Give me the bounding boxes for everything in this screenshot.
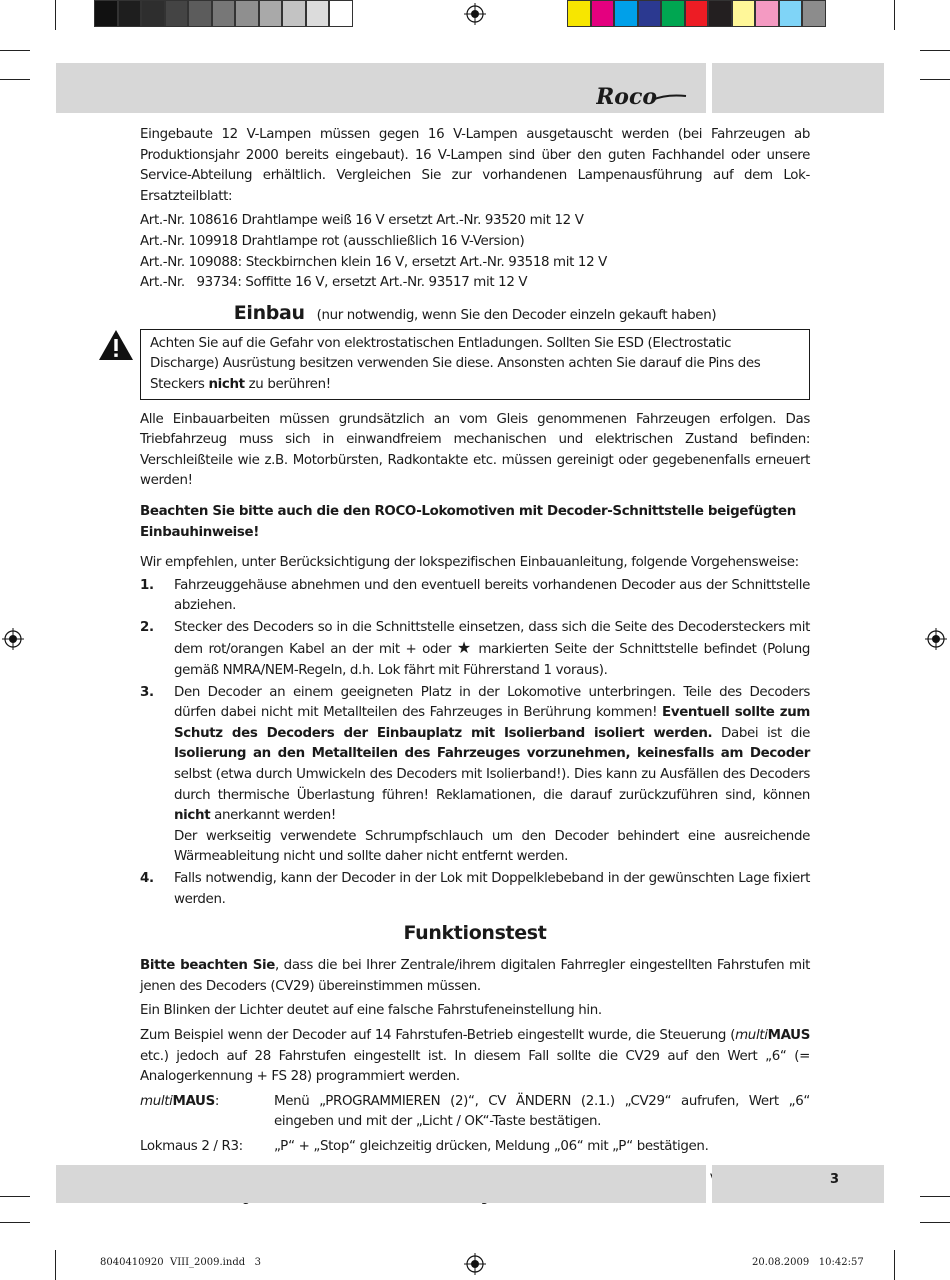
crop-mark [894,0,895,30]
color-swatch [259,0,283,27]
article-item: Art.-Nr. 109088: Steckbirnchen klein 16 V, ersetzt Art.-Nr. 93518 mit 12 V [140,254,607,270]
crop-mark [55,0,56,30]
color-swatch [802,0,826,27]
lokmaus-term: Lokmaus 2 / R3: [140,1138,243,1154]
warning-text-end: zu berühren! [244,376,331,392]
color-swatch [591,0,615,27]
registration-mark-icon [925,628,947,650]
color-swatch [779,0,803,27]
registration-mark-icon [464,3,486,25]
color-swatch [661,0,685,27]
color-swatch [282,0,306,27]
multimaus-prefix: multi [735,1027,768,1043]
roco-logo-text: Roco [596,84,658,110]
color-swatch [306,0,330,27]
color-swatch [118,0,142,27]
step-text: anerkannt werden! [210,808,336,824]
registration-mark-icon [2,628,24,650]
funktionstest-text: , dass die bei Ihrer Zentrale/ihrem digitalen Fahrregler eingestellten Fahrstufen mit jenen des Decoders (CV29) übereinstimmen müssen. [140,958,810,994]
article-item: Art.-Nr. 109918 Drahtlampe rot (ausschließlich 16 V-Version) [140,233,525,249]
crop-mark [920,1222,950,1223]
list-item [140,869,810,910]
star-icon: ★ [456,638,473,658]
color-swatch [732,0,756,27]
einbau-recommendation: Wir empfehlen, unter Berücksichtigung der lokspezifischen Einbauanleitung, folgende Vorgehensweise: [140,555,799,571]
color-swatch [708,0,732,27]
page-number: 3 [830,1172,840,1187]
article-item: Art.-Nr. 108616 Drahtlampe weiß 16 V ersetzt Art.-Nr. 93520 mit 12 V [140,213,584,229]
crop-mark [55,1250,56,1280]
color-swatch [685,0,709,27]
step-number: 1. [140,577,154,593]
lokmaus-instruction [140,1137,810,1158]
einbau-subtitle: (nur notwendig, wenn Sie den Decoder einzeln gekauft haben) [316,307,717,323]
esd-warning [140,329,810,400]
print-slug-date: 20.08.2009 10:42:57 [752,1257,864,1268]
multimaus-term [140,1092,274,1133]
color-swatch [614,0,638,27]
list-item [140,576,810,617]
color-swatch [235,0,259,27]
color-swatch [638,0,662,27]
registration-mark-icon [464,1253,486,1275]
color-swatch [329,0,353,27]
crop-mark [894,1250,895,1280]
crop-mark [920,50,950,51]
step-number: 4. [140,871,154,886]
footer-band-right [712,1165,884,1203]
print-slug-file: 8040410920 VIII_2009.indd 3 [100,1257,262,1268]
footer-band [56,1165,706,1203]
crop-mark [0,79,30,80]
funktionstest-emphasis: Bitte beachten Sie [140,958,275,974]
intro-paragraph: Eingebaute 12 V-Lampen müssen gegen 16 V-Lampen ausgetauscht werden (bei Fahrzeugen ab Produktionsjahr 2000 bereits eingebaut). 16 V-Lampen sind über den guten Fachhandel oder unsere Service-Abteilung erhältlich. Vergleichen Sie zur vorhandenen Lampenausführung auf dem Lok-Ersatzteilblatt: [140,127,810,204]
lokmaus-desc: „P“ + „Stop“ gleichzeitig drücken, Meldung „06“ mit „P“ bestätigen. [274,1138,709,1154]
warning-triangle-icon [98,329,134,361]
multimaus-term-colon: : [214,1093,220,1109]
einbau-heading [140,300,810,326]
header-band-right [712,63,884,113]
einbau-title: Einbau [233,301,305,324]
color-swatch [141,0,165,27]
step-text: selbst (etwa durch Umwickeln des Decoders mit Isolierband!). Dies kann zu Ausfällen des Decoders durch thermische Überlastung führen! Reklamationen, die darauf zurückzuführen sind, können [174,767,810,803]
multimaus-desc: Menü „PROGRAMMIEREN (2)“, CV ÄNDERN (2.1.) „CV29“ aufrufen, Wert „6“ eingeben und mit der „Licht / OK“-Taste bestätigen. [274,1093,810,1130]
step-number: 3. [140,684,154,700]
warning-emphasis: nicht [208,376,245,392]
color-swatch [212,0,236,27]
warning-text: Achten Sie auf die Gefahr von elektrostatischen Entladungen. Sollten Sie ESD (Electrostatic Discharge) Ausrüstung besitzen verwenden Sie diese. Ansonsten achten Sie darauf die Pins des Steckers [150,335,761,392]
crop-mark [0,50,30,51]
list-item [140,683,810,868]
step-number: 2. [140,619,154,635]
step-text: Dabei ist die [712,725,810,741]
color-swatch [188,0,212,27]
funktionstest-title: Funktionstest [403,922,547,945]
funktionstest-paragraph [140,956,810,997]
multimaus-instruction [140,1092,810,1133]
roco-logo [596,82,688,112]
page-content [140,125,810,1209]
einbau-bold-note: Beachten Sie bitte auch die den ROCO-Lokomotiven mit Decoder-Schnittstelle beigefügten Einbauhinweise! [140,503,796,540]
example-text-end: etc.) jedoch auf 28 Fahrstufen eingestellt ist. In diesem Fall sollte die CV29 auf den Wert „6“ (= Analogerkennung + FS 28) programmiert werden. [140,1048,810,1085]
warning-box [140,329,810,400]
step-text: Fahrzeuggehäuse abnehmen und den eventuell bereits vorhandenen Decoder aus der Schnittstelle abziehen. [174,577,810,614]
crop-mark [920,79,950,80]
step-text: Stecker des Decoders so in die Schnittstelle einsetzen, dass sich die Seite des Decodersteckers mit dem rot/orangen Kabel an der mit + oder [174,619,810,658]
gray-color-bar [94,0,353,27]
step-text: Falls notwendig, kann der Decoder in der Lok mit Doppelklebeband in der gewünschten Lage fixiert werden. [174,871,810,907]
crop-mark [0,1196,30,1197]
color-swatch [567,0,591,27]
article-list [140,211,810,293]
step-text-end: markierten Seite der Schnittstelle befindet (Polung gemäß NMRA/NEM-Regeln, d.h. Lok fährt mit Führerstand 1 voraus). [174,642,810,679]
color-swatch [94,0,118,27]
crop-mark [920,1196,950,1197]
color-swatch [165,0,189,27]
multimaus-suffix: MAUS [767,1027,810,1043]
color-swatch [755,0,779,27]
article-item: Art.-Nr. 93734: Soffitte 16 V, ersetzt Art.-Nr. 93517 mit 12 V [140,275,528,291]
einbau-paragraph: Alle Einbauarbeiten müssen grundsätzlich an vom Gleis genommenen Fahrzeugen erfolgen. Das Triebfahrzeug muss sich in einwandfreiem mechanischen und elektrischen Zustand befinden: Verschleißteile wie z.B. Motorbürsten, Radkontakte etc. müssen gereinigt oder gegebenenfalls erneuert werden! [140,411,810,489]
multimaus-term-bold: MAUS [172,1093,215,1109]
example-text: Zum Beispiel wenn der Decoder auf 14 Fahrstufen-Betrieb eingestellt wurde, die Steuerung ( [140,1027,736,1043]
funktionstest-example [140,1026,810,1088]
roco-logo-icon [596,82,688,112]
step-emphasis: Isolierung an den Metallteilen des Fahrzeuges vorzunehmen, keinesfalls am Decoder [174,746,810,762]
multimaus-term-italic: multi [140,1093,173,1109]
step-emphasis: nicht [174,808,211,824]
process-color-bar [567,0,826,27]
installation-steps [140,576,810,911]
step-emphasis: Eventuell sollte zum Schutz des Decoders der Einbauplatz mit Isolierband isoliert werden. [174,705,810,741]
crop-mark [0,1222,30,1223]
list-item [140,618,810,682]
step-text: Den Decoder an einem geeigneten Platz in der Lokomotive unterbringen. Teile des Decoders dürfen dabei nicht mit Metallteilen des Fahrzeuges in Berührung kommen! [174,684,810,721]
step-note: Der werkseitig verwendete Schrumpfschlauch um den Decoder behindert eine ausreichende Wärmeableitung nicht und sollte daher nicht entfernt werden. [174,828,810,865]
funktionstest-hint: Ein Blinken der Lichter deutet auf eine falsche Fahrstufeneinstellung hin. [140,1003,602,1019]
